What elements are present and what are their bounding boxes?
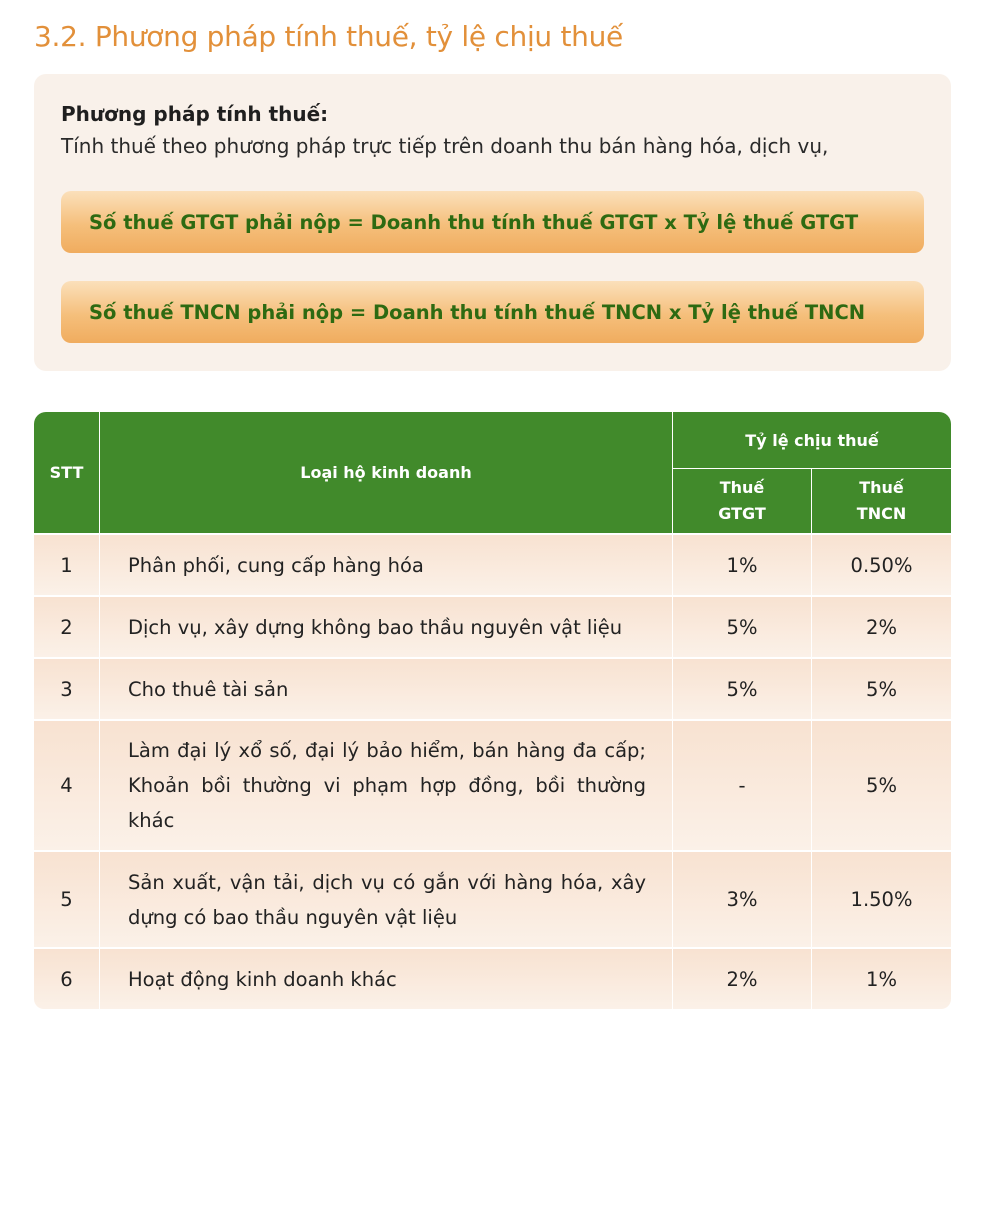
- method-heading: Phương pháp tính thuế:: [61, 102, 329, 126]
- row-stt: 1: [34, 533, 100, 595]
- row-business-type: Làm đại lý xổ số, đại lý bảo hiểm, bán hàng đa cấp; Khoản bồi thường vi phạm hợp đồng, bồi thường khác: [100, 719, 673, 850]
- table-row: [34, 850, 951, 947]
- formula-pit: Số thuế TNCN phải nộp = Doanh thu tính thuế TNCN x Tỷ lệ thuế TNCN: [61, 281, 924, 343]
- row-pit-rate: 1.50%: [812, 850, 951, 947]
- row-vat-rate: 5%: [673, 595, 812, 657]
- row-business-type: Hoạt động kinh doanh khác: [100, 947, 673, 1009]
- row-stt: 6: [34, 947, 100, 1009]
- header-vat: [673, 468, 812, 533]
- method-description: Tính thuế theo phương pháp trực tiếp trên doanh thu bán hàng hóa, dịch vụ,: [61, 134, 829, 158]
- calculation-method-box: [34, 74, 951, 371]
- row-pit-rate: 5%: [812, 719, 951, 850]
- table-row: [34, 533, 951, 595]
- row-pit-rate: 1%: [812, 947, 951, 1009]
- row-business-type: Sản xuất, vận tải, dịch vụ có gắn với hàng hóa, xây dựng có bao thầu nguyên vật liệu: [100, 850, 673, 947]
- header-vat-line2: GTGT: [718, 504, 766, 523]
- table-row: [34, 595, 951, 657]
- header-business-type: Loại hộ kinh doanh: [100, 412, 673, 533]
- table-row: [34, 947, 951, 1009]
- row-vat-rate: -: [673, 719, 812, 850]
- row-pit-rate: 5%: [812, 657, 951, 719]
- row-business-type: Phân phối, cung cấp hàng hóa: [100, 533, 673, 595]
- header-pit-line2: TNCN: [856, 504, 907, 523]
- section-title: 3.2. Phương pháp tính thuế, tỷ lệ chịu thuế: [34, 20, 623, 53]
- row-stt: 5: [34, 850, 100, 947]
- row-business-type: Dịch vụ, xây dựng không bao thầu nguyên vật liệu: [100, 595, 673, 657]
- table-row: [34, 719, 951, 850]
- header-vat-line1: Thuế: [719, 478, 765, 497]
- row-vat-rate: 3%: [673, 850, 812, 947]
- row-stt: 4: [34, 719, 100, 850]
- header-pit-line1: Thuế: [859, 478, 904, 497]
- row-vat-rate: 2%: [673, 947, 812, 1009]
- row-business-type: Cho thuê tài sản: [100, 657, 673, 719]
- tax-rate-table: [34, 412, 951, 1009]
- header-stt: STT: [34, 412, 100, 533]
- row-stt: 3: [34, 657, 100, 719]
- header-pit: [812, 468, 951, 533]
- row-vat-rate: 5%: [673, 657, 812, 719]
- table-row: [34, 657, 951, 719]
- formula-vat: Số thuế GTGT phải nộp = Doanh thu tính thuế GTGT x Tỷ lệ thuế GTGT: [61, 191, 924, 253]
- row-pit-rate: 2%: [812, 595, 951, 657]
- row-vat-rate: 1%: [673, 533, 812, 595]
- header-tax-rate-group: Tỷ lệ chịu thuế: [673, 412, 951, 468]
- row-pit-rate: 0.50%: [812, 533, 951, 595]
- row-stt: 2: [34, 595, 100, 657]
